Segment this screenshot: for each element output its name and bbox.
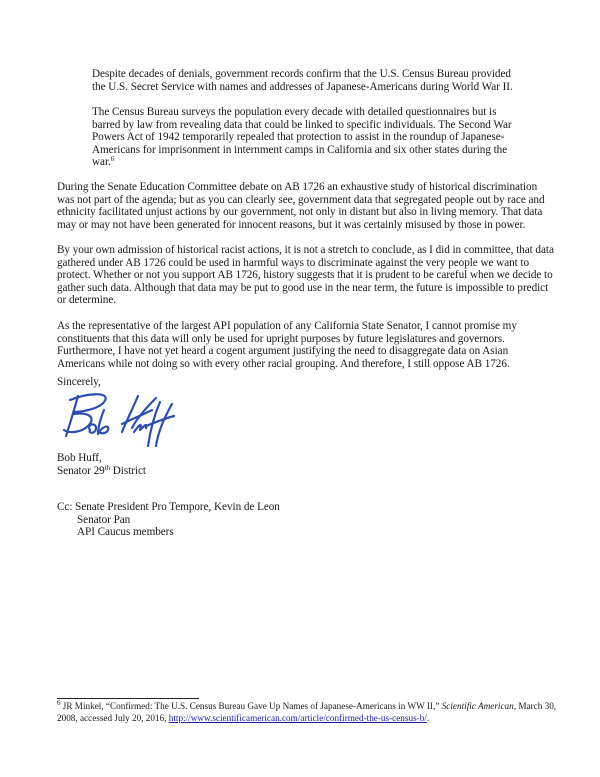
text-line: was not part of the agenda; but as you can clearly see, government data that segregated people out by race and (57, 193, 545, 206)
text-fragment: war. (92, 156, 111, 168)
footnote-divider (57, 698, 199, 699)
text-line: Powers Act of 1942 temporarily repealed that protection to assist in the roundup of Japanese- (92, 131, 505, 143)
text-line: By your own admission of historical racist actions, it is not a stretch to conclude, as I did in committee, that data (57, 244, 554, 256)
footnote-ref[interactable]: 6 (110, 155, 115, 163)
text-line: protect. Whether or not you support AB 1726, history suggests that it is prudent to be careful when we decide to (57, 269, 553, 281)
text-line: gathered under AB 1726 could be used in harmful ways to discriminate against the very people we want to (57, 256, 530, 269)
footnote-text: JR Minkel, “Confirmed: The U.S. Census Bureau Gave Up Names of Japanese-Americans in WW II,” (60, 701, 442, 711)
cc-block (57, 501, 557, 539)
text-line: may or may not have been generated for innocent reasons, but it was certainly misused by those in power. (57, 218, 526, 231)
cc-recipient: Senator Pan (77, 513, 131, 526)
text-line: the U.S. Secret Service with names and addresses of Japanese-Americans during World War II. (92, 80, 513, 93)
body-paragraph-admission (57, 244, 557, 307)
footnote (57, 701, 577, 724)
cc-recipient: Senate President Pro Tempore, Kevin de Leon (75, 501, 280, 513)
body-paragraph-committee-debate (57, 181, 557, 231)
text-line (92, 156, 547, 169)
text-line: The Census Bureau surveys the population every decade with detailed questionnaires but is (92, 106, 497, 118)
title-text: District (110, 464, 146, 477)
signer-title (57, 465, 557, 478)
footnote-number: 6 (57, 699, 61, 707)
salutation-text: Sincerely, (57, 376, 101, 388)
text-line: Americans while not doing so with every other racial grouping. And therefore, I still oppose AB 1726. (57, 357, 510, 370)
title-text: Senator 29 (57, 464, 105, 477)
footnote-publication: Scientific American (441, 701, 514, 711)
text-line: ethnicity facilitated unjust actions by our government, not only in distant but also in living memory. That data (57, 206, 543, 218)
salutation (57, 376, 557, 389)
quote-paragraph-census-records (92, 68, 547, 93)
text-line: Americans for imprisonment in internment camps in California and six other states during the (92, 143, 508, 156)
footnote-link[interactable]: http://www.scientificamerican.com/article/confirmed-the-us-census-b/ (168, 712, 427, 723)
cc-recipient: API Caucus members (77, 526, 174, 538)
text-line: As the representative of the largest API population of any California State Senator, I cannot promise my (57, 320, 517, 332)
text-line: constituents that this data will only be used for upright purposes by future legislatures and governors. (57, 332, 505, 345)
ordinal-suffix: th (104, 463, 111, 472)
footnote-text: , March 30, 2008, accessed July 20, 2016, (57, 701, 557, 723)
signature-block (57, 452, 557, 477)
cc-label: Cc: (57, 501, 73, 513)
footnote-text: . (426, 712, 430, 723)
text-line: Furthermore, I have not yet heard a cogent argument justifying the need to disaggregate data on Asian (57, 345, 509, 357)
quote-paragraph-war-powers (92, 106, 547, 169)
text-line: Despite decades of denials, government records confirm that the U.S. Census Bureau provided (92, 68, 511, 80)
body-paragraph-representative (57, 320, 557, 370)
text-line: or determine. (57, 294, 116, 306)
text-line: During the Senate Education Committee debate on AB 1726 an exhaustive study of historical discrimination (57, 181, 538, 193)
text-line: barred by law from revealing data that could be linked to specific individuals. The Second War (92, 118, 512, 131)
signer-name: Bob Huff, (57, 452, 102, 464)
signature-image (60, 388, 180, 450)
text-line: gather such data. Although that data may be put to good use in the near term, the future is impossible to predict (57, 281, 549, 294)
cc-line (57, 501, 557, 514)
